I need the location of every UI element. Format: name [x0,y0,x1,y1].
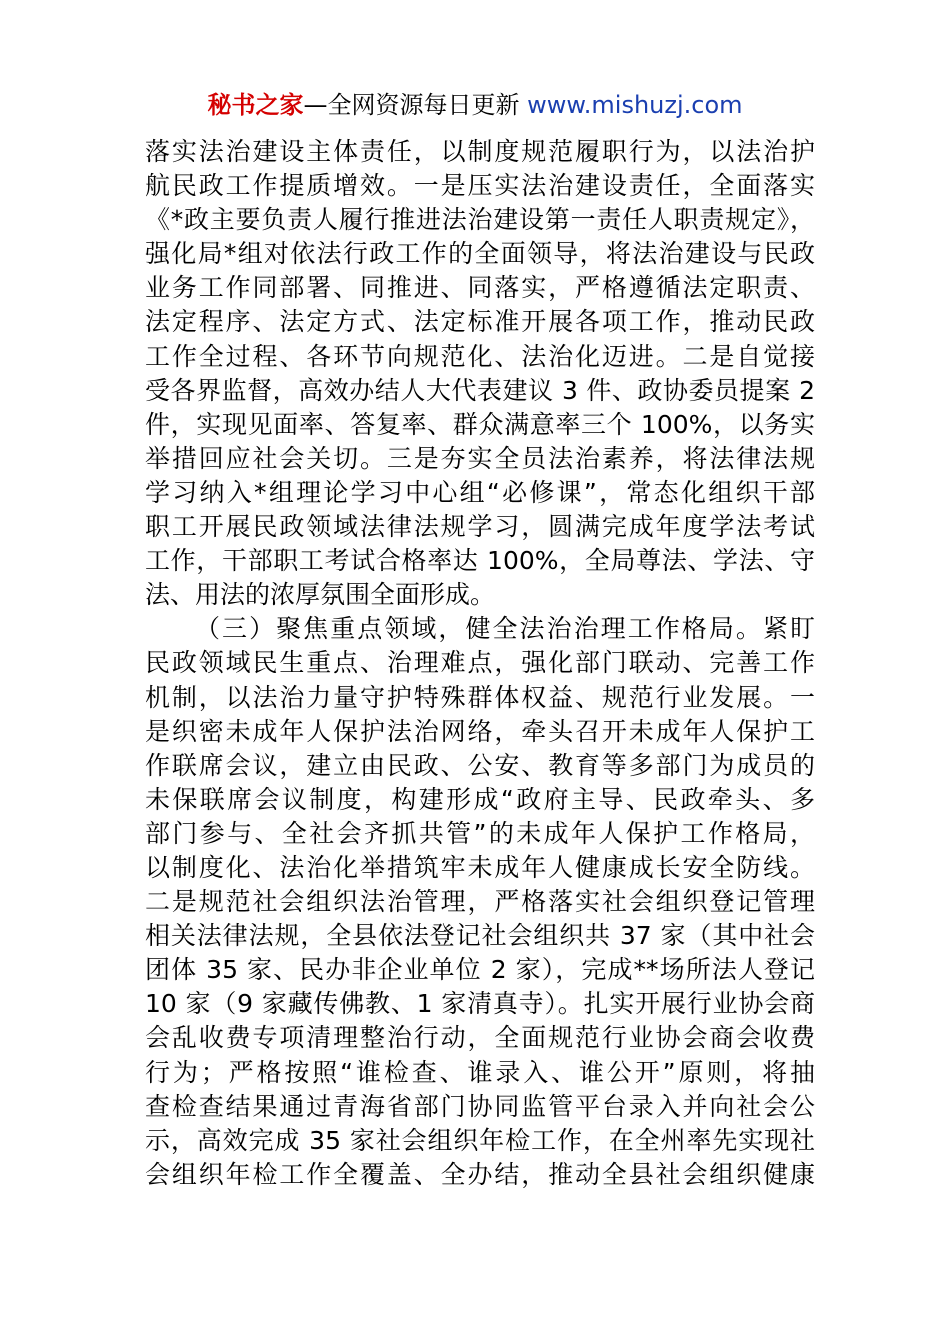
text-line: 会组织年检工作全覆盖、全办结，推动全县社会组织健康 [145,1159,815,1189]
text-line: 职工开展民政领域法律法规学习，圆满完成年度学法考试 [145,512,815,542]
text-line: 《*政主要负责人履行推进法治建设第一责任人职责规定》， [145,205,815,235]
text-line: 法、用法的浓厚氛围全面形成。 [145,580,496,610]
text-line: 查检查结果通过青海省部门协同监管平台录入并向社会公 [145,1091,815,1121]
text-line: 相关法律法规，全县依法登记社会组织共 37 家（其中社会 [145,921,815,951]
text-line: 机制，以法治力量守护特殊群体权益、规范行业发展。一 [145,682,815,712]
text-line: 是织密未成年人保护法治网络，牵头召开未成年人保护工 [145,716,815,746]
text-line: 强化局*组对依法行政工作的全面领导，将法治建设与民政 [145,239,815,269]
text-line: 工作全过程、各环节向规范化、法治化迈进。二是自觉接 [145,341,815,371]
text-line: 工作，干部职工考试合格率达 100%，全局尊法、学法、守 [145,546,815,576]
text-line: 以制度化、法治化举措筑牢未成年人健康成长安全防线。 [145,852,815,882]
text-line: 航民政工作提质增效。一是压实法治建设责任，全面落实 [145,171,815,201]
text-line: 受各界监督，高效办结人大代表建议 3 件、政协委员提案 2 [145,375,815,405]
text-line: 举措回应社会关切。三是夯实全员法治素养，将法律法规 [145,443,815,473]
text-line: 作联席会议，建立由民政、公安、教育等多部门为成员的 [145,750,815,780]
text-line: 部门参与、全社会齐抓共管”的未成年人保护工作格局， [145,818,815,848]
text-line: 行为；严格按照“谁检查、谁录入、谁公开”原则，将抽 [145,1057,815,1087]
text-line: 团体 35 家、民办非企业单位 2 家），完成**场所法人登记 [145,955,815,985]
text-line: 落实法治建设主体责任，以制度规范履职行为，以法治护 [145,137,815,166]
text-line: 学习纳入*组理论学习中心组“必修课”，常态化组织干部 [145,477,815,507]
text-line: 件，实现见面率、答复率、群众满意率三个 100%，以务实 [145,409,815,439]
text-line: 10 家（9 家藏传佛教、1 家清真寺）。扎实开展行业协会商 [145,989,815,1019]
text-line: 会乱收费专项清理整治行动，全面规范行业协会商会收费 [145,1023,815,1053]
document-body [145,135,815,1192]
site-header [0,86,950,124]
text-line: 法定程序、法定方式、法定标准开展各项工作，推动民政 [145,307,815,337]
text-line: 未保联席会议制度，构建形成“政府主导、民政牵头、多 [145,784,815,814]
text-line: 民政领域民生重点、治理难点，强化部门联动、完善工作 [145,648,815,678]
text-line: 二是规范社会组织法治管理，严格落实社会组织登记管理 [145,887,815,917]
text-line: 业务工作同部署、同推进、同落实，严格遵循法定职责、 [145,273,815,303]
site-url-link[interactable]: www.mishuzj.com [527,91,743,119]
site-tagline: —全网资源每日更新 [303,91,528,119]
text-line: 示，高效完成 35 家社会组织年检工作，在全州率先实现社 [145,1125,815,1155]
section-heading-line: （三）聚焦重点领域，健全法治治理工作格局。紧盯 [195,614,815,644]
site-brand: 秘书之家 [207,91,304,119]
